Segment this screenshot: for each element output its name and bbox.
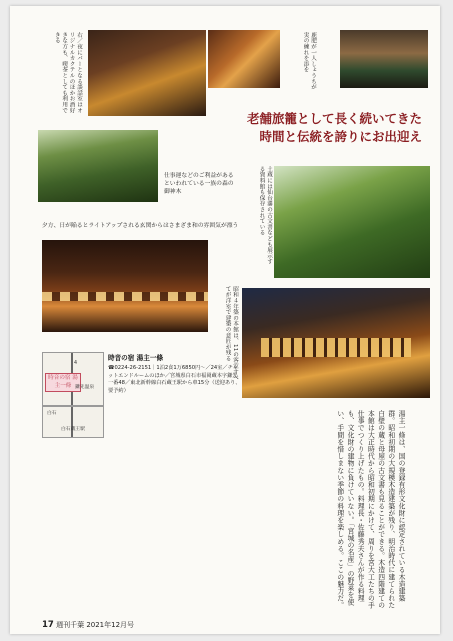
issue-date: 2021年12月号 — [86, 621, 135, 629]
access-info — [42, 352, 242, 436]
photo-entrance-gate — [42, 240, 208, 332]
photo-bar-lounge — [88, 30, 206, 116]
map-label-route: 4 — [74, 361, 78, 366]
caption-gate: 夕方、日が陥るとライトアップされる玄関からはさまざま和の雰囲気が漂う — [42, 223, 239, 229]
magazine-page — [10, 6, 440, 634]
photo-whisky — [208, 30, 280, 88]
caption-whisky: 鹿肥が一人しょうちが実の練れを添を — [302, 32, 316, 90]
access-map — [42, 352, 104, 438]
map-label-station: 白石蔵王駅 — [61, 427, 85, 432]
caption-garden: 土蔵には仙台藩の古文書なども展示する資料館も保存されている — [258, 166, 272, 265]
caption-forest: 仕事運などのご利益があるといわれている一族の森の御神木 — [164, 173, 234, 195]
map-label-shiroishi: 白石 — [47, 411, 57, 416]
inn-details — [108, 352, 242, 395]
article-body: 湯主一條は、国の登録有形文化財に認定されている木造建築群。昭和初期の大規模木造建築が残り、明治時代に建てられた白壁の蔵と母屋の古文書も見ることができる。木造四階建ての本館は大正時代から昭和初期にかけて、周りを宮大工たちの手仕事でつくり上げたもの。料理長・佐藤秀夫さんが作る料理も、文化財の建物に負けていない。「宮城の名産」の野菜を使い、手間を惜しまない季節の料理を楽しめる。ここの魅力だ。 — [335, 410, 405, 609]
map-inn-marker: 時音の宿 湯主一條 — [45, 373, 81, 392]
map-road — [43, 405, 103, 407]
photo-lounge-window — [340, 30, 428, 88]
headline-line-2: 時間と伝統を誇りにお出迎え — [259, 129, 422, 144]
magazine-name: 週刊千葉 — [56, 621, 85, 629]
caption-night: 昭和４年築の本館は、11の客室すべてが洋室で建築の意匠が残る — [224, 286, 238, 381]
headline-line-1: 老舗旅籠として長く続いてきた — [246, 111, 422, 126]
photo-sacred-forest — [38, 130, 158, 202]
inn-contact-body: ☎0224-26-2151｜1泊2食1万6850円〜／24室／チャットエンドルームのほか／宮城県白石市福岡蔵本字鎌先一番48／東北新幹線白石蔵王駅から車15分（送迎あり、要予約） — [108, 365, 241, 394]
headline — [247, 110, 422, 146]
caption-bar: 右／夜にバーとなる談話室はオリジナルカクテルのほかお酒好きな方も、喫茶としても利用できる — [53, 32, 82, 114]
map-label-kamasaki: 鎌先温泉 — [75, 385, 95, 390]
inn-name: 時音の宿 湯主一條 — [108, 354, 164, 362]
photo-storehouse-garden — [274, 166, 430, 278]
page-number: 17 — [42, 620, 54, 630]
photo-main-building-night — [242, 288, 430, 398]
page-folio — [42, 620, 134, 630]
